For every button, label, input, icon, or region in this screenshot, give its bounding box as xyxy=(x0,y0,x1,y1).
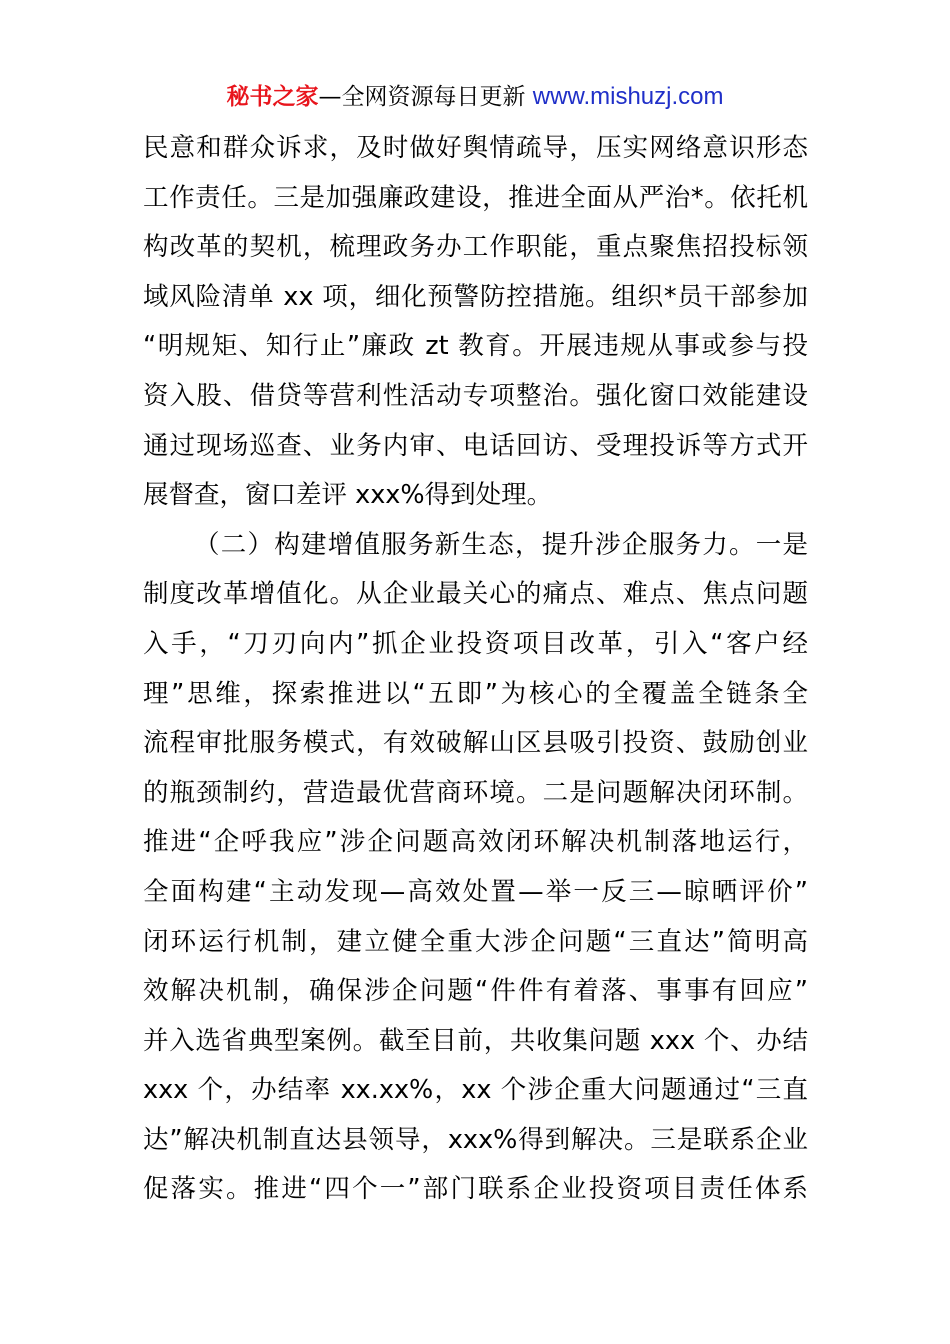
site-brand: 秘书之家 xyxy=(226,84,319,110)
text-line: 推进“企呼我应”涉企问题高效闭环解决机制落地运行， xyxy=(143,827,808,858)
text-line: 的瓶颈制约，营造最优营商环境。二是问题解决闭环制。 xyxy=(143,777,808,808)
text-line: 民意和群众诉求，及时做好舆情疏导，压实网络意识形态 xyxy=(143,133,808,163)
text-line: 资入股、借贷等营利性活动专项整治。强化窗口效能建设 xyxy=(143,380,808,411)
text-line: 构改革的契机，梳理政务办工作职能，重点聚焦招投标领 xyxy=(143,232,808,263)
paragraph-first-line: （二）构建增值服务新生态，提升涉企服务力。一是 xyxy=(194,529,808,560)
text-line: 闭环运行机制，建立健全重大涉企问题“三直达”简明高 xyxy=(143,926,808,957)
site-header xyxy=(0,82,950,112)
document-body xyxy=(143,124,808,1215)
text-line: 入手，“刀刃向内”抓企业投资项目改革，引入“客户经 xyxy=(143,628,808,659)
text-line: 理”思维，探索推进以“五即”为核心的全覆盖全链条全 xyxy=(143,678,808,709)
text-line: 工作责任。三是加强廉政建设，推进全面从严治*。依托机 xyxy=(143,182,808,213)
text-line: 制度改革增值化。从企业最关心的痛点、难点、焦点问题 xyxy=(143,579,808,610)
text-line: 全面构建“主动发现—高效处置—举一反三—晾晒评价” xyxy=(143,876,808,907)
text-line: 通过现场巡查、业务内审、电话回访、受理投诉等方式开 xyxy=(143,430,808,461)
text-line: “明规矩、知行止”廉政 zt 教育。开展违规从事或参与投 xyxy=(143,331,808,362)
text-line: 效解决机制，确保涉企问题“件件有着落、事事有回应” xyxy=(143,976,808,1007)
site-url-link[interactable]: www.mishuzj.com xyxy=(532,83,724,110)
text-line: 促落实。推进“四个一”部门联系企业投资项目责任体系 xyxy=(143,1174,808,1205)
text-line: 域风险清单 xx 项，细化预警防控措施。组织*员干部参加 xyxy=(143,281,808,312)
site-tagline: —全网资源每日更新 xyxy=(318,84,526,110)
text-line: 流程审批服务模式，有效破解山区县吸引投资、鼓励创业 xyxy=(143,728,808,759)
text-line: xxx 个，办结率 xx.xx%，xx 个涉企重大问题通过“三直 xyxy=(143,1075,808,1106)
text-line: 展督查，窗口差评 xxx%得到处理。 xyxy=(143,480,553,511)
text-line: 并入选省典型案例。截至目前，共收集问题 xxx 个、办结 xyxy=(143,1025,808,1056)
text-line: 达”解决机制直达县领导，xxx%得到解决。三是联系企业 xyxy=(143,1124,808,1155)
